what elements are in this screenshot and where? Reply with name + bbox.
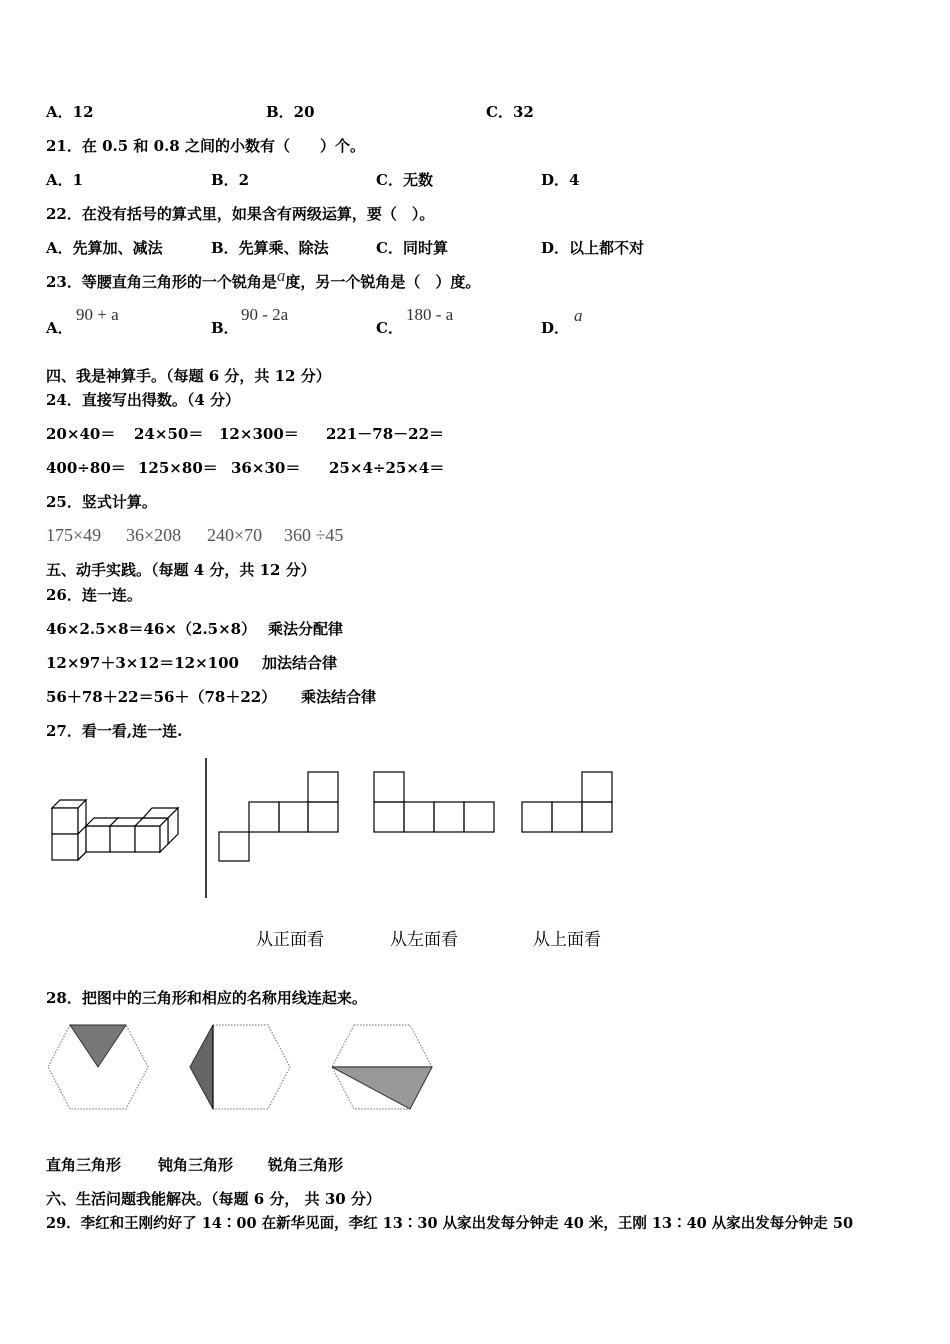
q23-option-d-value: a [574,306,583,325]
q27-view-shape-3[interactable] [522,772,612,832]
q22-option-a[interactable]: A．先算加、减法 [46,239,163,257]
q26-left-2[interactable]: 12×97＋3×12＝12×100 [46,654,239,672]
q23-option-c-label[interactable]: C． [376,319,403,337]
q28-name-acute[interactable]: 锐角三角形 [268,1156,344,1174]
q21-stem: 21．在 0.5 和 0.8 之间的小数有（ ）个。 [46,137,365,155]
q21-option-d[interactable]: D．4 [541,171,580,189]
q24-r2-c2: 125×80＝ [138,459,218,477]
q29-stem: 29．李红和王刚约好了 14∶00 在新华见面，李红 13∶30 从家出发每分钟走 40 米，王刚 13∶40 从家出发每分钟走 50 [46,1215,854,1232]
q26-left-3[interactable]: 56＋78＋22＝56＋（78＋22） [46,688,277,706]
q27-view-label-front[interactable]: 从正面看 [256,930,324,949]
q23-option-b-value: 90 - 2a [241,305,289,324]
q24-r2-c1: 400÷80＝ [46,459,126,477]
q23-option-a-value: 90 + a [76,305,119,324]
q28-name-obtuse[interactable]: 钝角三角形 [158,1156,234,1174]
q28-hexagon-3[interactable] [332,1025,432,1109]
q23-option-b-label[interactable]: B． [211,319,239,337]
q27-view-shape-1[interactable] [219,772,338,861]
q23-option-c-value: 180 - a [406,305,454,324]
q24-r2-c3: 36×30＝ [231,459,301,477]
section-4-title: 四、我是神算手。（每题 6 分，共 12 分） [46,367,331,385]
q22-option-c[interactable]: C．同时算 [376,239,448,257]
q27-stem: 27．看一看,连一连. [46,722,183,740]
q28-hexagon-1[interactable] [48,1025,148,1109]
q24-stem: 24．直接写出得数。（4 分） [46,391,241,409]
section-5-title: 五、动手实践。（每题 4 分，共 12 分） [46,561,316,579]
q23-stem-post: 度，另一个锐角是（ ）度。 [285,273,481,291]
q20-option-c[interactable]: C．32 [486,103,534,121]
q22-option-d[interactable]: D．以上都不对 [541,239,645,257]
q28-hexagon-2[interactable] [190,1025,290,1109]
q26-right-3[interactable]: 乘法结合律 [301,688,377,706]
q24-r1-c3: 12×300＝ [219,425,299,443]
q25-item-1: 175×49 [46,525,102,545]
q27-view-label-top[interactable]: 从上面看 [533,930,601,949]
q25-item-4: 360 ÷45 [284,525,344,545]
q22-stem: 22．在没有括号的算式里，如果含有两级运算，要（ ）。 [46,205,435,223]
q25-stem: 25．竖式计算。 [46,493,157,511]
q23-stem-var: a [276,266,286,285]
q27-cube-solid [52,800,178,860]
q28-stem: 28．把图中的三角形和相应的名称用线连起来。 [46,989,367,1007]
q26-right-1[interactable]: 乘法分配律 [268,620,344,638]
q23-option-d-label[interactable]: D． [541,319,570,337]
section-6-title: 六、生活问题我能解决。（每题 6 分， 共 30 分） [46,1190,381,1208]
q26-stem: 26．连一连。 [46,586,142,604]
q24-r1-c1: 20×40＝ [46,425,116,443]
q21-option-c[interactable]: C．无数 [376,171,433,189]
q25-item-2: 36×208 [126,525,182,545]
q21-option-a[interactable]: A．1 [46,171,84,189]
q24-r1-c4: 221－78－22＝ [326,425,445,443]
q28-name-right[interactable]: 直角三角形 [46,1156,122,1174]
q23-option-a-label[interactable]: A． [46,319,73,337]
q26-left-1[interactable]: 46×2.5×8＝46×（2.5×8） [46,620,257,638]
q20-option-a[interactable]: A．12 [46,103,94,121]
q27-view-label-left[interactable]: 从左面看 [390,930,458,949]
q23-stem-pre: 23．等腰直角三角形的一个锐角是 [46,273,277,291]
q24-r2-c4: 25×4÷25×4＝ [329,459,445,477]
q22-option-b[interactable]: B．先算乘、除法 [211,239,329,257]
q27-view-shape-2[interactable] [374,772,494,832]
q26-right-2[interactable]: 加法结合律 [262,654,338,672]
q21-option-b[interactable]: B．2 [211,171,250,189]
q20-option-b[interactable]: B．20 [266,103,315,121]
q25-item-3: 240×70 [207,525,263,545]
q24-r1-c2: 24×50＝ [134,425,204,443]
